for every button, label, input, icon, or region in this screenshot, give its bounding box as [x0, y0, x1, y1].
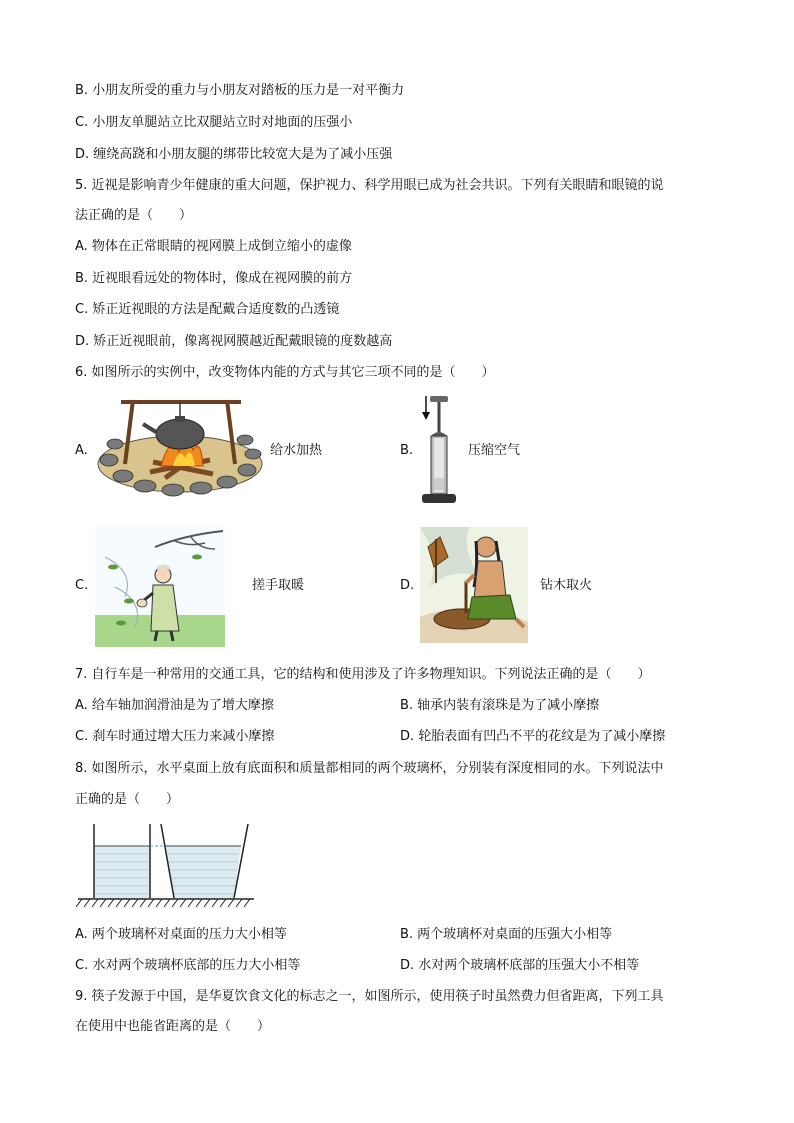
two-glass-cups-diagram — [76, 822, 256, 912]
rubbing-hands-illustration — [95, 527, 225, 647]
air-compression-cylinder-illustration — [418, 392, 458, 507]
q7-option-c: C. 刹车时通过增大压力来减小摩擦 — [75, 729, 275, 744]
q9-stem-line1: 9. 筷子发源于中国，是华夏饮食文化的标志之一，如图所示，使用筷子时虽然费力但省距离，下列工具 — [75, 989, 664, 1004]
q6-option-b-label: B. — [400, 443, 414, 458]
q6-option-c-label: C. — [75, 578, 89, 593]
q7-option-d: D. 轮胎表面有凹凸不平的花纹是为了减小摩擦 — [400, 729, 666, 744]
q6-option-a-label: A. — [75, 443, 88, 458]
drilling-wood-fire-illustration — [420, 527, 528, 643]
q9-stem-line2: 在使用中也能省距离的是（ ） — [75, 1019, 271, 1034]
q5-stem-line1: 5. 近视是影响青少年健康的重大问题，保护视力、科学用眼已成为社会共识。下列有关眼睛和眼镜的说 — [75, 178, 664, 193]
q6-option-b-caption: 压缩空气 — [468, 443, 521, 458]
q8-stem-line2: 正确的是（ ） — [75, 792, 180, 807]
q6-stem: 6. 如图所示的实例中，改变物体内能的方式与其它三项不同的是（ ） — [75, 365, 495, 380]
q7-option-a: A. 给车轴加润滑油是为了增大摩擦 — [75, 698, 274, 713]
q4-option-d: D. 缠绕高跷和小朋友腿的绑带比较宽大是为了减小压强 — [75, 147, 393, 162]
q8-option-a: A. 两个玻璃杯对桌面的压力大小相等 — [75, 927, 287, 942]
kettle-campfire-illustration — [95, 394, 265, 498]
q8-stem-line1: 8. 如图所示，水平桌面上放有底面积和质量都相同的两个玻璃杯，分别装有深度相同的水。下列说法中 — [75, 761, 664, 776]
q5-option-b: B. 近视眼看远处的物体时，像成在视网膜的前方 — [75, 271, 353, 286]
q8-option-d: D. 水对两个玻璃杯底部的压强大小不相等 — [400, 958, 640, 973]
q7-stem: 7. 自行车是一种常用的交通工具，它的结构和使用涉及了许多物理知识。下列说法正确的是（ ） — [75, 667, 651, 682]
q5-stem-line2: 法正确的是（ ） — [75, 208, 193, 223]
q6-option-d-label: D. — [400, 578, 415, 593]
q8-option-b: B. 两个玻璃杯对桌面的压强大小相等 — [400, 927, 613, 942]
q5-option-c: C. 矫正近视眼的方法是配戴合适度数的凸透镜 — [75, 302, 340, 317]
q5-option-d: D. 矫正近视眼前，像离视网膜越近配戴眼镜的度数越高 — [75, 334, 393, 349]
q6-option-d-caption: 钻木取火 — [540, 578, 593, 593]
q4-option-b: B. 小朋友所受的重力与小朋友对踏板的压力是一对平衡力 — [75, 83, 405, 98]
q5-option-a: A. 物体在正常眼睛的视网膜上成倒立缩小的虚像 — [75, 239, 352, 254]
q4-option-c: C. 小朋友单腿站立比双腿站立时对地面的压强小 — [75, 115, 353, 130]
q8-option-c: C. 水对两个玻璃杯底部的压力大小相等 — [75, 958, 301, 973]
q6-option-c-caption: 搓手取暖 — [252, 578, 305, 593]
q6-option-a-caption: 给水加热 — [270, 443, 323, 458]
q7-option-b: B. 轴承内装有滚珠是为了减小摩擦 — [400, 698, 600, 713]
